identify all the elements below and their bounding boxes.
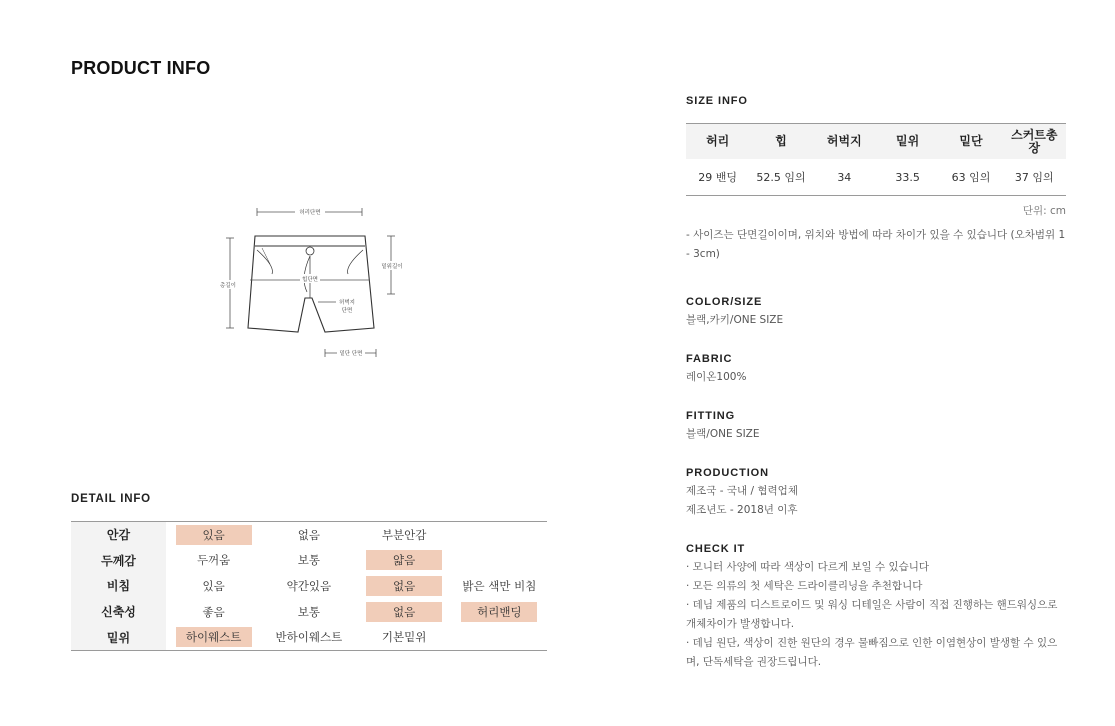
size-header-thigh: 허벅지	[826, 134, 862, 148]
size-value-waist: 29 밴딩	[698, 171, 738, 184]
size-unit: 단위: cm	[1022, 205, 1066, 217]
production-line1: 제조국 - 국내 / 협력업체	[686, 485, 798, 497]
detail-option-cell	[357, 624, 452, 650]
detail-info-title: DETAIL INFO	[71, 493, 151, 505]
detail-row	[71, 624, 547, 650]
size-header-hip: 힙	[775, 134, 787, 148]
detail-row-label: 안감	[71, 522, 166, 548]
size-value-skirt-length: 37 임의	[1014, 171, 1054, 184]
size-value-rise: 33.5	[895, 170, 920, 184]
thigh-label-line2: 단면	[341, 308, 353, 314]
detail-row-label: 신축성	[71, 599, 166, 625]
detail-info-table	[71, 521, 547, 651]
size-header-waist: 허리	[706, 134, 730, 148]
detail-option: 두꺼움	[196, 553, 231, 568]
detail-option-cell	[452, 522, 547, 548]
detail-option-selected: 하이웨스트	[176, 627, 252, 647]
detail-option-cell	[357, 599, 452, 625]
detail-option-cell	[357, 522, 452, 548]
detail-row	[71, 573, 547, 599]
detail-option: 약간있음	[286, 578, 332, 593]
color-size-title: COLOR/SIZE	[686, 296, 763, 308]
fabric-text: 레이온100%	[686, 371, 747, 383]
size-header-skirt-length: 스커트총장	[1011, 127, 1058, 155]
fabric-title: FABRIC	[686, 353, 733, 365]
fitting-title: FITTING	[686, 410, 736, 422]
detail-option-cell	[452, 599, 547, 625]
shorts-illustration	[200, 198, 420, 368]
hip-label: 힙단면	[302, 277, 318, 283]
detail-row-label: 밑위	[71, 624, 166, 650]
detail-option: 반하이웨스트	[275, 630, 343, 645]
thigh-label-line1: 허벅지	[339, 300, 355, 306]
size-value-thigh: 34	[837, 170, 852, 184]
detail-option-selected: 얇음	[366, 550, 442, 570]
size-table-header	[686, 124, 1066, 159]
size-header-rise: 밑위	[896, 134, 920, 148]
detail-option: 부분안감	[381, 527, 427, 542]
detail-row	[71, 522, 547, 548]
detail-row-label: 두께감	[71, 548, 166, 574]
detail-option-cell	[261, 573, 356, 599]
detail-option-cell	[357, 548, 452, 574]
size-value-hip: 52.5 임의	[756, 171, 806, 184]
shorts-measurement-diagram	[200, 198, 420, 368]
check-item: · 모든 의류의 첫 세탁은 드라이클리닝을 추천합니다	[686, 580, 923, 592]
total-length-label: 총길이	[220, 283, 236, 289]
check-item: · 데님 원단, 색상이 진한 원단의 경우 물빠짐으로 인한 이염현상이 발생할 수 있으며, 단독세탁을 권장드립니다.	[686, 637, 1058, 668]
detail-row	[71, 548, 547, 574]
detail-option: 있음	[202, 578, 225, 593]
detail-option: 밝은 색만 비침	[462, 578, 537, 593]
production-title: PRODUCTION	[686, 467, 769, 479]
detail-option-selected: 없음	[366, 602, 442, 622]
detail-option-cell	[452, 624, 547, 650]
detail-option-cell	[452, 548, 547, 574]
rise-label: 밑위길이	[381, 264, 403, 270]
detail-option-cell	[357, 573, 452, 599]
size-note: - 사이즈는 단면길이이며, 위치와 방법에 따라 차이가 있을 수 있습니다 (오차범위 1 - 3cm)	[686, 229, 1066, 260]
fitting-text: 블랙/ONE SIZE	[686, 428, 760, 440]
detail-option-cell	[261, 624, 356, 650]
waist-label: 허리단면	[299, 210, 321, 216]
size-table	[686, 123, 1066, 196]
detail-option: 기본밑위	[381, 630, 427, 645]
hem-label: 밑단 단면	[339, 351, 363, 357]
check-it-title: CHECK IT	[686, 543, 746, 555]
check-item: · 모니터 사양에 따라 색상이 다르게 보일 수 있습니다	[686, 561, 930, 573]
detail-row-label: 비침	[71, 573, 166, 599]
detail-option-cell	[261, 522, 356, 548]
detail-option-cell	[166, 599, 261, 625]
detail-option-cell	[166, 573, 261, 599]
production-line2: 제조년도 - 2018년 이후	[686, 504, 798, 516]
size-info-title: SIZE INFO	[686, 95, 748, 107]
detail-option-cell	[166, 522, 261, 548]
detail-option: 보통	[297, 604, 320, 619]
color-size-text: 블랙,카키/ONE SIZE	[686, 314, 784, 326]
detail-option-selected: 허리밴딩	[461, 602, 537, 622]
size-header-hem: 밑단	[959, 134, 983, 148]
detail-option-selected: 있음	[176, 525, 252, 545]
detail-option-cell	[166, 624, 261, 650]
detail-option: 좋음	[202, 604, 225, 619]
size-table-row	[686, 159, 1066, 195]
detail-option-cell	[166, 548, 261, 574]
detail-option: 보통	[297, 553, 320, 568]
page-title: PRODUCT INFO	[71, 58, 211, 78]
size-value-hem: 63 임의	[951, 171, 991, 184]
detail-option-cell	[452, 573, 547, 599]
detail-option-cell	[261, 599, 356, 625]
detail-row	[71, 599, 547, 625]
check-item: · 데님 제품의 디스트로이드 및 워싱 디테일은 사람이 직접 진행하는 핸드워싱으로 개체차이가 발생합니다.	[686, 599, 1058, 630]
detail-option-cell	[261, 548, 356, 574]
check-it-list	[686, 558, 1066, 672]
detail-option: 없음	[297, 527, 320, 542]
detail-option-selected: 없음	[366, 576, 442, 596]
